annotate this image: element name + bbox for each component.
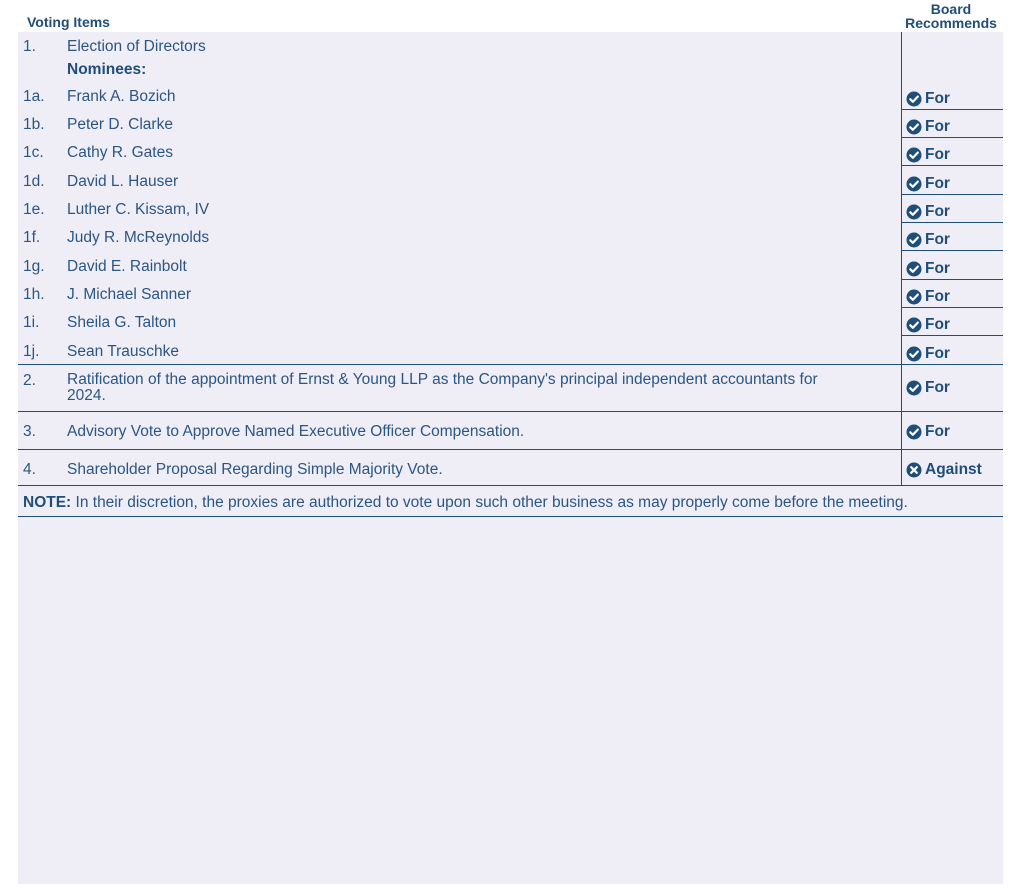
nominee-name: Peter D. Clarke	[67, 116, 173, 133]
row-divider	[902, 194, 1003, 195]
recommendation-label: For	[925, 118, 950, 135]
check-circle-icon	[906, 232, 922, 248]
check-circle-icon	[906, 380, 922, 396]
recommendation-label: For	[925, 90, 950, 107]
check-circle-icon	[906, 91, 922, 107]
recommend-column-divider	[901, 32, 902, 485]
nominee-name: David L. Hauser	[67, 173, 179, 190]
item-number: 1.	[23, 38, 36, 55]
item-number: 4.	[23, 461, 36, 478]
nominee-number: 1d.	[23, 173, 45, 190]
recommendation	[906, 260, 1003, 278]
check-circle-icon	[906, 346, 922, 362]
recommendation-label: Against	[925, 461, 982, 478]
check-circle-icon	[906, 204, 922, 220]
recommendation	[906, 118, 1003, 136]
nominee-name: Sheila G. Talton	[67, 314, 177, 331]
check-circle-icon	[906, 119, 922, 135]
nominee-number: 1b.	[23, 116, 45, 133]
voting-items-header: Voting Items	[27, 14, 110, 30]
item-text	[67, 372, 818, 404]
recommendation	[906, 175, 1003, 193]
recommendation-label: For	[925, 175, 950, 192]
check-circle-icon	[906, 317, 922, 333]
row-divider	[902, 250, 1003, 251]
recommendation-label: For	[925, 203, 950, 220]
nominee-number: 1h.	[23, 286, 45, 303]
nominee-number: 1g.	[23, 258, 45, 275]
recommendation-label: For	[925, 423, 950, 440]
nominee-number: 1i.	[23, 314, 40, 331]
recommendation	[906, 203, 1003, 221]
item-number: 2.	[23, 372, 36, 389]
nominee-number: 1j.	[23, 343, 40, 360]
recommendation	[906, 146, 1003, 164]
recommendation-label: For	[925, 379, 950, 396]
nominee-name: Sean Trauschke	[67, 343, 180, 360]
row-divider	[902, 165, 1003, 166]
recommendation	[906, 288, 1003, 306]
row-divider	[18, 411, 1003, 412]
recommendation	[906, 345, 1003, 363]
row-divider	[902, 307, 1003, 308]
item-text-line2: 2024.	[67, 387, 106, 404]
recommendation	[906, 231, 1003, 249]
board-recommends-line2: Recommends	[905, 15, 997, 31]
recommendation-label: For	[925, 345, 950, 362]
recommendation	[906, 316, 1003, 334]
nominee-name: David E. Rainbolt	[67, 258, 187, 275]
recommendation-label: For	[925, 231, 950, 248]
nominee-name: Judy R. McReynolds	[67, 229, 210, 246]
check-circle-icon	[906, 176, 922, 192]
recommendation	[906, 461, 1003, 479]
row-divider	[18, 485, 1003, 486]
row-divider	[902, 222, 1003, 223]
item-number: 3.	[23, 423, 36, 440]
item-text-line1: Ratification of the appointment of Ernst & Young LLP as the Company's principal independent accountants for	[67, 371, 818, 388]
nominee-name: Frank A. Bozich	[67, 88, 176, 105]
row-divider	[902, 279, 1003, 280]
nominee-number: 1c.	[23, 144, 44, 161]
note-divider	[18, 516, 1003, 517]
recommendation-label: For	[925, 146, 950, 163]
item-text: Advisory Vote to Approve Named Executive Officer Compensation.	[67, 423, 525, 440]
recommendation	[906, 423, 1003, 441]
row-divider	[18, 449, 1003, 450]
recommendation-label: For	[925, 316, 950, 333]
board-recommends-header	[902, 2, 1000, 30]
row-divider	[902, 335, 1003, 336]
nominee-number: 1f.	[23, 229, 41, 246]
row-divider	[902, 137, 1003, 138]
row-divider	[902, 109, 1003, 110]
nominee-name: J. Michael Sanner	[67, 286, 192, 303]
note-label: NOTE:	[23, 494, 72, 511]
recommendation	[906, 90, 1003, 108]
nominee-name: Cathy R. Gates	[67, 144, 173, 161]
check-circle-icon	[906, 147, 922, 163]
item-text: Election of Directors	[67, 38, 206, 55]
note-body: In their discretion, the proxies are authorized to vote upon such other business as may properly come before the meeting.	[71, 494, 908, 511]
nominee-number: 1a.	[23, 88, 45, 105]
x-circle-icon	[906, 462, 922, 478]
check-circle-icon	[906, 424, 922, 440]
nominees-label: Nominees:	[67, 61, 147, 78]
row-divider	[18, 364, 1003, 365]
check-circle-icon	[906, 261, 922, 277]
recommendation	[906, 379, 1003, 397]
recommendation-label: For	[925, 260, 950, 277]
item-text: Shareholder Proposal Regarding Simple Majority Vote.	[67, 461, 443, 478]
recommendation-label: For	[925, 288, 950, 305]
board-recommends-line1: Board	[930, 1, 972, 17]
nominee-number: 1e.	[23, 201, 45, 218]
check-circle-icon	[906, 289, 922, 305]
note-text	[23, 494, 908, 512]
nominee-name: Luther C. Kissam, IV	[67, 201, 210, 218]
